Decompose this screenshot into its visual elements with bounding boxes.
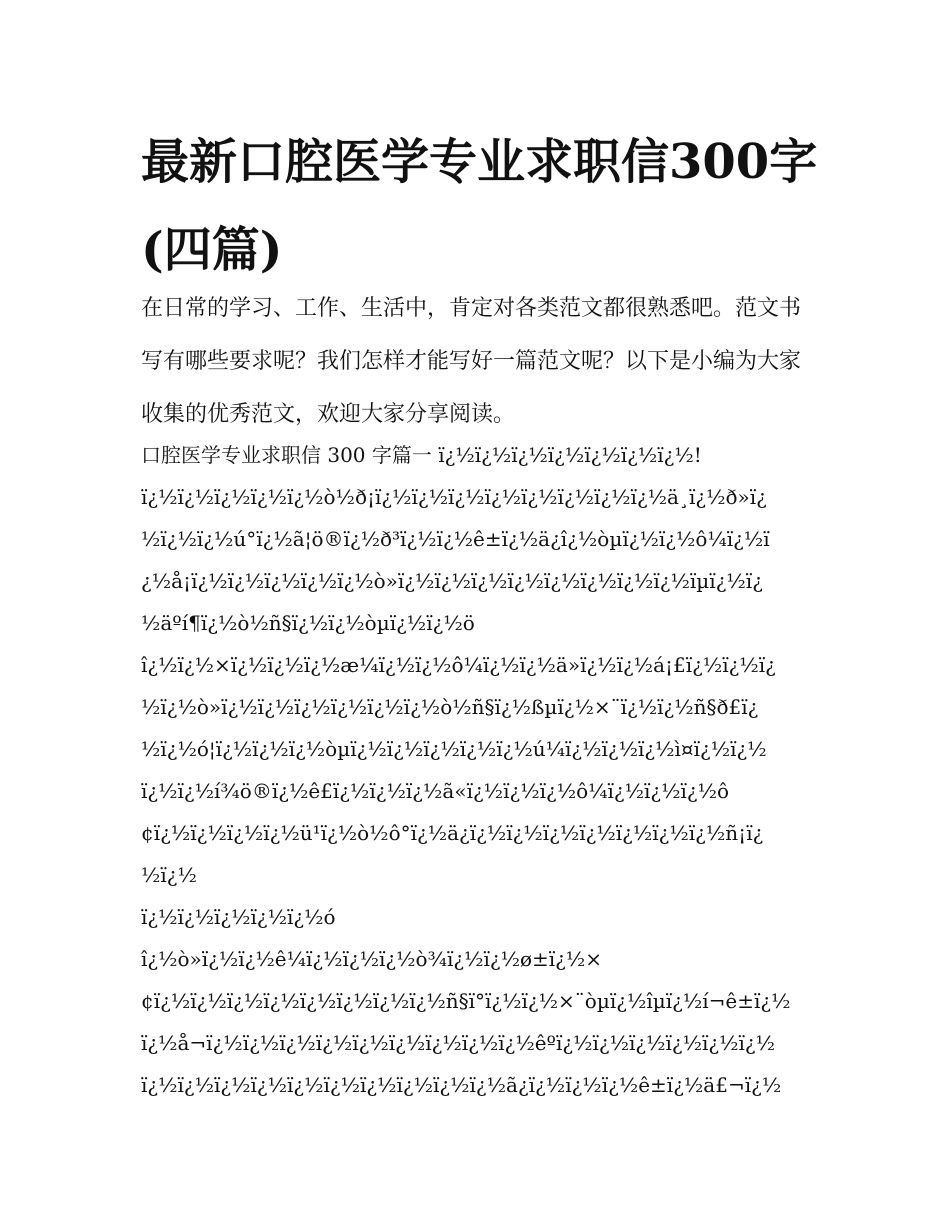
body-line: ï¿½ï¿½ï¿½ï¿½ï¿½ó bbox=[141, 905, 336, 929]
body-line: ½ï¿½ó¦ï¿½ï¿½ï¿½òµï¿½ï¿½ï¿½ï¿½ï¿½ú¼ï¿½ï¿½ï¿½ì¤ï¿½ï¿½ bbox=[141, 737, 767, 761]
body-line: ½ï¿½ï¿½ú°ï¿½ã¦ö®ï¿½ð³ï¿½ï¿½ê±ï¿½ä¿î¿½òµï¿½ï¿½ô¼ï¿½ï bbox=[141, 527, 770, 551]
body-line: ½ï¿½ò»ï¿½ï¿½ï¿½ï¿½ï¿½ï¿½ò½ñ§ï¿½ßµï¿½×¨ï¿½ï¿½ñ§ð£ï¿ bbox=[141, 695, 759, 719]
body-line: î¿½ò»ï¿½ï¿½ê¼ï¿½ï¿½ï¿½ò¾ï¿½ï¿½ø±ï¿½× bbox=[141, 947, 603, 971]
body-line: î¿½ï¿½×ï¿½ï¿½ï¿½æ¼ï¿½ï¿½ô¼ï¿½ï¿½ä»ï¿½ï¿½á¡£ï¿½ï¿½ï¿ bbox=[141, 653, 776, 677]
body-text bbox=[141, 434, 813, 1106]
intro-paragraph: 在日常的学习、工作、生活中，肯定对各类范文都很熟悉吧。范文书写有哪些要求呢？我们怎样才能写好一篇范文呢？以下是小编为大家收集的优秀范文，欢迎大家分享阅读。 bbox=[141, 296, 802, 427]
body-line: ï¿½ï¿½ï¿½ï¿½ï¿½ï¿½ï¿½ï¿½ï¿½ï¿½ã¿ï¿½ï¿½ï¿½ê±ï¿½ä£¬ï¿½ bbox=[141, 1073, 782, 1097]
body-line: ¢ï¿½ï¿½ï¿½ï¿½ü¹ï¿½ò½ô°ï¿½ä¿ï¿½ï¿½ï¿½ï¿½ï¿½ï¿½ï¿½ñ¡ï¿ bbox=[141, 821, 764, 845]
body-line: ï¿½å¬ï¿½ï¿½ï¿½ï¿½ï¿½ï¿½ï¿½ï¿½ï¿½êºï¿½ï¿½ï¿½ï¿½ï¿½ï¿½ bbox=[141, 1031, 775, 1055]
document-title: 最新口腔医学专业求职信300字(四篇) bbox=[141, 134, 818, 278]
body-line: ¿½å¡ï¿½ï¿½ï¿½ï¿½ï¿½ò»ï¿½ï¿½ï¿½ï¿½ï¿½ï¿½ï¿½ï¿½ïµï¿½ï¿ bbox=[141, 569, 763, 593]
body-line: ¢ï¿½ï¿½ï¿½ï¿½ï¿½ï¿½ï¿½ï¿½ñ§ï°ï¿½ï¿½×¨òµï¿½îµï¿½í¬ê±ï¿½ bbox=[141, 989, 791, 1013]
body-line: 口腔医学专业求职信 300 字篇一 ï¿½ï¿½ï¿½ï¿½ï¿½ï¿½ï¿½! bbox=[141, 443, 702, 467]
body-line: ï¿½ï¿½ï¿½ï¿½ï¿½ò½ð¡ï¿½ï¿½ï¿½ï¿½ï¿½ï¿½ï¿½ï¿½ä¸ï¿½ð»ï¿ bbox=[141, 485, 767, 509]
body-line: ½ï¿½ bbox=[141, 863, 197, 887]
body-line: ï¿½ï¿½í¾ö®ï¿½ê£ï¿½ï¿½ï¿½ã«ï¿½ï¿½ï¿½ô¼ï¿½ï¿½ï¿½ô bbox=[141, 779, 730, 803]
body-line: ½äºí¶ï¿½ò½ñ§ï¿½ï¿½òµï¿½ï¿½ö bbox=[141, 611, 475, 635]
